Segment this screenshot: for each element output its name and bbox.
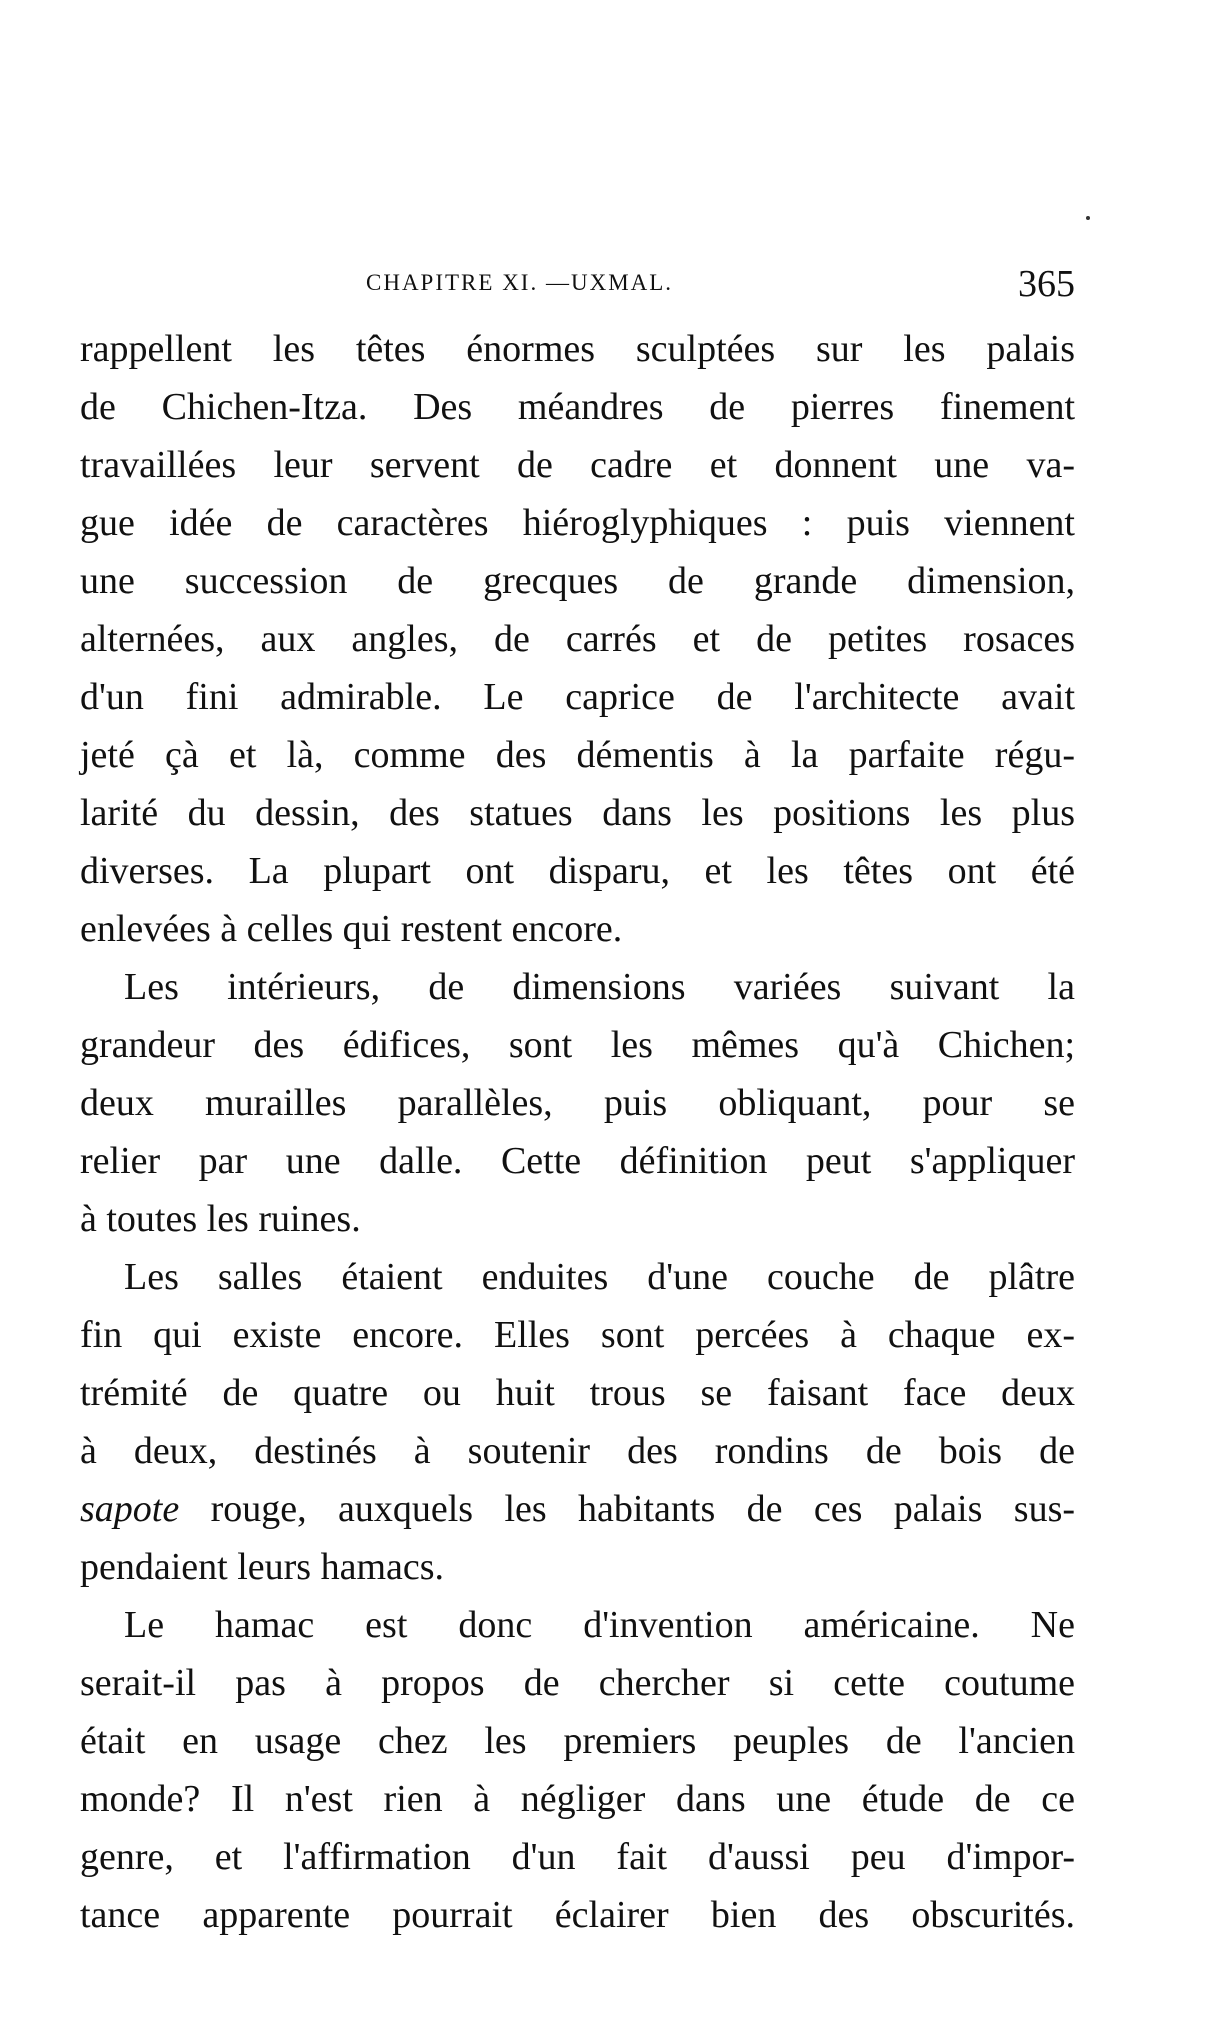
text-line: à toutes les ruines.	[80, 1198, 361, 1240]
italic-word: sapote	[80, 1488, 180, 1530]
text-line: Le hamac est donc d'invention américaine. Ne	[124, 1604, 1075, 1646]
chapter-heading: CHAPITRE XI. —UXMAL.	[366, 270, 674, 295]
text-line: gue idée de caractères hiéroglyphiques : puis viennent	[80, 502, 1075, 544]
text-line: deux murailles parallèles, puis obliquant, pour se	[80, 1082, 1075, 1124]
page-number: 365	[1018, 263, 1075, 305]
text-line: diverses. La plupart ont disparu, et les têtes ont été	[80, 850, 1075, 892]
text-line: jeté çà et là, comme des démentis à la parfaite régu-	[80, 734, 1075, 776]
text-line: fin qui existe encore. Elles sont percées à chaque ex-	[80, 1314, 1075, 1356]
text-line: grandeur des édifices, sont les mêmes qu'à Chichen;	[80, 1024, 1075, 1066]
text-line: trémité de quatre ou huit trous se faisant face deux	[80, 1372, 1075, 1414]
text-line: genre, et l'affirmation d'un fait d'aussi peu d'impor-	[80, 1836, 1075, 1878]
paragraph-2	[80, 958, 1075, 1248]
text-line: travaillées leur servent de cadre et donnent une va-	[80, 444, 1075, 486]
text-line: rappellent les têtes énormes sculptées sur les palais	[80, 328, 1075, 370]
text-line: était en usage chez les premiers peuples de l'ancien	[80, 1720, 1075, 1762]
text-line: Les intérieurs, de dimensions variées suivant la	[124, 966, 1075, 1008]
running-head	[80, 262, 1075, 306]
line-remainder: rouge, auxquels les habitants de ces palais sus-	[210, 1488, 1076, 1530]
body-text	[80, 320, 1075, 1944]
text-line: larité du dessin, des statues dans les positions les plus	[80, 792, 1075, 834]
text-line: monde? Il n'est rien à négliger dans une étude de ce	[80, 1778, 1075, 1820]
text-line: tance apparente pourrait éclairer bien des obscurités.	[80, 1894, 1075, 1936]
text-line: Les salles étaient enduites d'une couche de plâtre	[124, 1256, 1075, 1298]
text-line: à deux, destinés à soutenir des rondins de bois de	[80, 1430, 1075, 1472]
text-line: une succession de grecques de grande dimension,	[80, 560, 1075, 602]
paragraph-4	[80, 1596, 1075, 1944]
text-line: d'un fini admirable. Le caprice de l'architecte avait	[80, 676, 1075, 718]
paragraph-3	[80, 1248, 1075, 1596]
ink-speck	[1086, 216, 1090, 220]
text-line: enlevées à celles qui restent encore.	[80, 908, 623, 950]
paragraph-1	[80, 320, 1075, 958]
text-line: serait-il pas à propos de chercher si cette coutume	[80, 1662, 1075, 1704]
text-line: de Chichen-Itza. Des méandres de pierres finement	[80, 386, 1075, 428]
text-line: pendaient leurs hamacs.	[80, 1546, 445, 1588]
text-line-with-italic	[80, 1480, 1075, 1538]
text-line: relier par une dalle. Cette définition peut s'appliquer	[80, 1140, 1075, 1182]
text-line: alternées, aux angles, de carrés et de petites rosaces	[80, 618, 1075, 660]
